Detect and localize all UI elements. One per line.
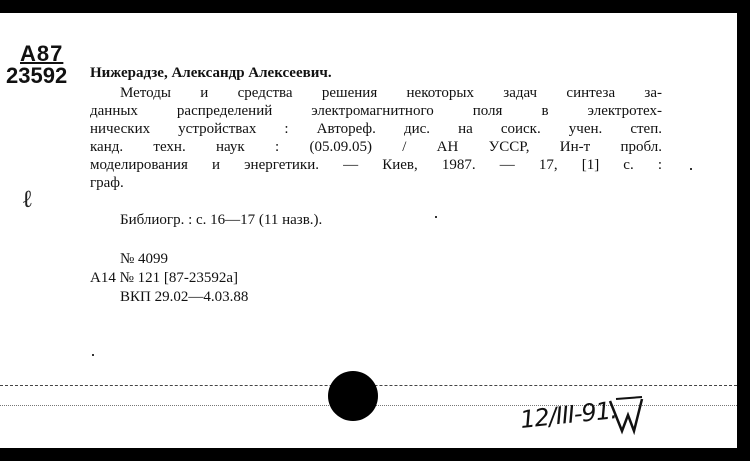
accession-number: № 4099 (120, 251, 169, 267)
title-line-1: Методы и средства решения некоторых задач синтеза за- (120, 85, 662, 101)
vkp-number: ВКП 29.02—4.03.88 (120, 289, 249, 305)
punch-hole (328, 371, 378, 421)
entry-text (90, 64, 662, 192)
author-heading: Нижерадзе, Александр Алексеевич. (90, 65, 332, 81)
speck (690, 168, 692, 170)
title-line-4: канд. техн. наук : (05.09.05) / АН УССР, Ин-т пробл. (90, 139, 662, 155)
handwritten-date: 12/III-91. (518, 396, 618, 434)
shelf-number: A14 № 121 [87-23592a] (90, 270, 239, 286)
speck (435, 216, 437, 218)
call-number-line-2: 23592 (6, 63, 68, 88)
call-number-line-1: A87 (20, 41, 64, 66)
handwritten-margin-mark: ℓ (19, 184, 35, 214)
call-number (6, 43, 67, 87)
title-line-2: данных распределений электромагнитного поля в электротех- (90, 103, 662, 119)
bibliography-note: Библиогр. : с. 16—17 (11 назв.). (120, 212, 323, 228)
title-line-5: моделирования и энергетики. — Киев, 1987. — 17, [1] с. : (90, 157, 662, 173)
title-line-6: граф. (90, 175, 124, 191)
speck (92, 354, 94, 356)
catalog-card (0, 13, 737, 448)
title-line-3: нических устройствах : Автореф. дис. на соиск. учен. степ. (90, 121, 662, 137)
handwritten-check-mark (608, 395, 646, 435)
accession-numbers (90, 250, 248, 307)
